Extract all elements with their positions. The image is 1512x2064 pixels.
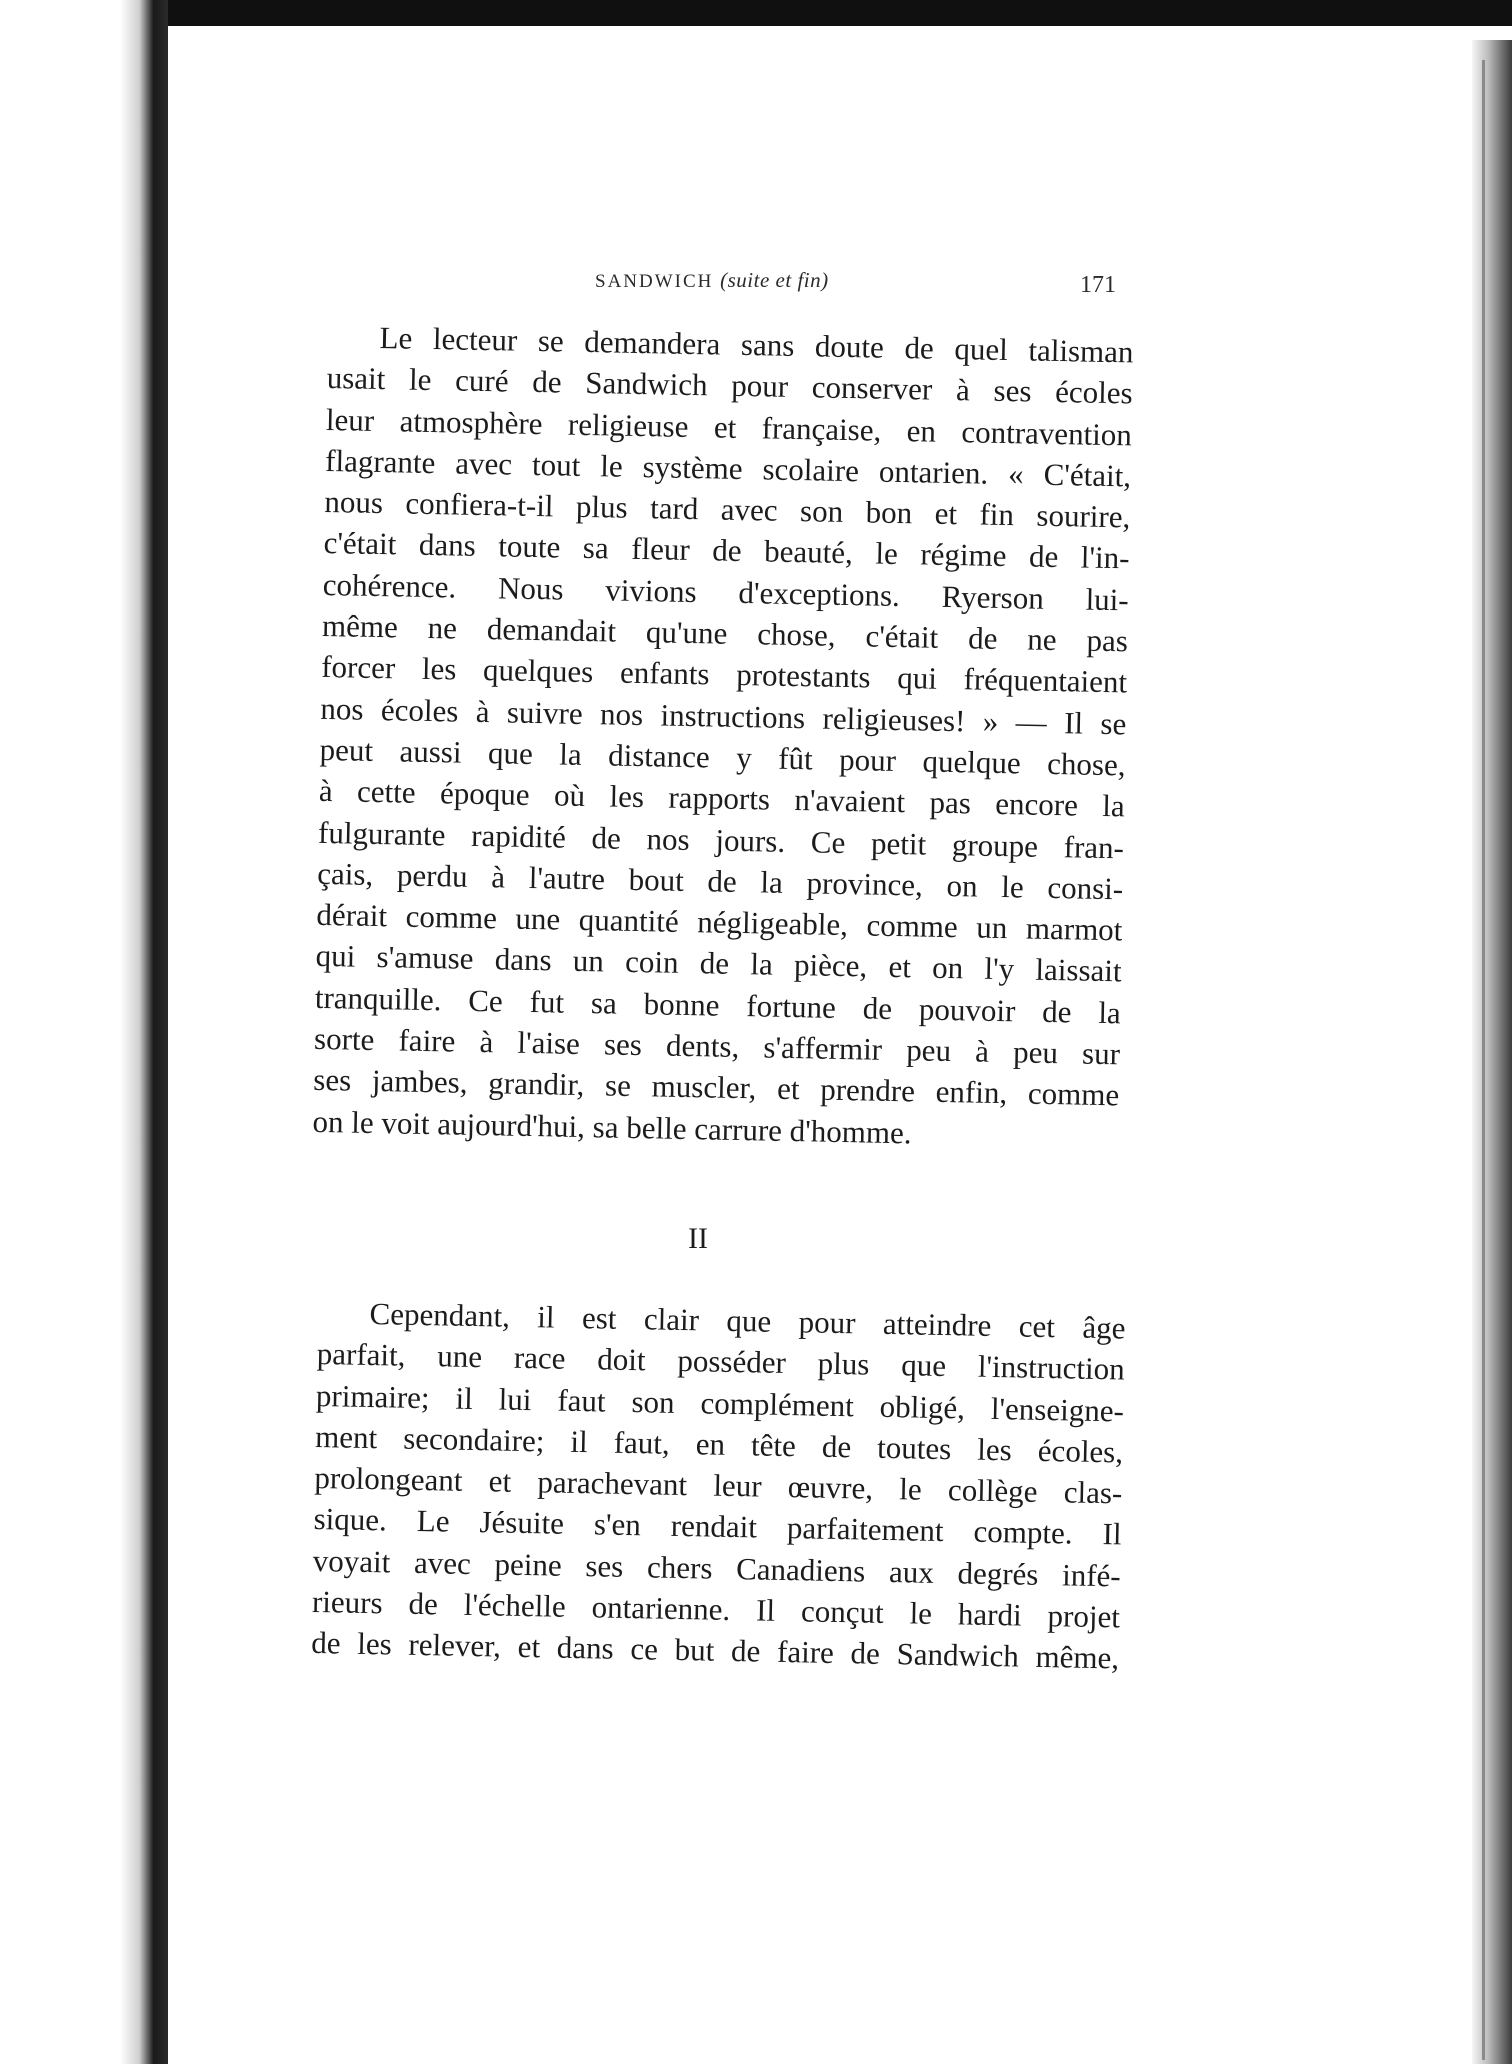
paragraph-1 (312, 316, 1134, 1157)
text-line: à cette époque où les rapports n'avaient pas encore la (318, 773, 1126, 824)
text-line: on le voit aujourd'hui, sa belle carrure d'homme. (312, 1103, 912, 1150)
text-line: peut aussi que la distance y fût pour quelque chose, (319, 731, 1126, 783)
text-line: rieurs de l'échelle ontarienne. Il conçut le hardi projet (311, 1584, 1121, 1635)
page-edge-line (1482, 60, 1485, 2060)
text-line: leur atmosphère religieuse et française, en contravention (325, 401, 1133, 453)
text-line: ses jambes, grandir, se muscler, et prendre enfin, comme (313, 1062, 1120, 1113)
running-head-title: SANDWICH (595, 271, 714, 292)
running-head-subtitle: (suite et fin) (720, 268, 829, 292)
text-line: c'était dans toute sa fleur de beauté, le régime de l'in- (323, 525, 1130, 576)
paragraph-2 (311, 1292, 1126, 1679)
page-edge-shadow (1472, 40, 1512, 2064)
text-line: nous confiera-t-il plus tard avec son bon et fin sourire, (324, 484, 1131, 535)
section-heading: II (688, 1222, 708, 1255)
text-line: tranquille. Ce fut sa bonne fortune de pouvoir de la (314, 979, 1122, 1031)
page-number: 171 (1080, 272, 1116, 298)
text-line: Le lecteur se demandera sans doute de quel talisman (379, 319, 1134, 370)
text-line: ment secondaire; il faut, en tête de toutes les écoles, (314, 1418, 1124, 1470)
text-line: usait le curé de Sandwich pour conserver à ses écoles (326, 360, 1134, 411)
book-gutter-shadow (120, 0, 168, 2064)
text-line: sorte faire à l'aise ses dents, s'affermir peu à peu sur (313, 1020, 1121, 1072)
text-line: nos écoles à suivre nos instructions religieuses! » — Il se (320, 690, 1127, 742)
text-line: Cependant, il est clair que pour atteindre cet âge (369, 1295, 1126, 1346)
running-head (595, 268, 829, 293)
text-line: flagrante avec tout le système scolaire ontarien. « C'était, (324, 442, 1132, 494)
text-line: dérait comme une quantité négligeable, comme un marmot (316, 897, 1123, 948)
text-line: sique. Le Jésuite s'en rendait parfaitement compte. Il (313, 1501, 1122, 1552)
text-line: fulgurante rapidité de nos jours. Ce petit groupe fran- (317, 814, 1125, 865)
text-line: parfait, une race doit posséder plus que l'instruction (316, 1336, 1126, 1387)
text-line: même ne demandait qu'une chose, c'était de ne pas (321, 608, 1129, 659)
text-line: qui s'amuse dans un coin de la pièce, et on l'y laissait (315, 938, 1122, 989)
text-line: çais, perdu à l'autre bout de la province, on le consi- (316, 855, 1124, 907)
text-line: voyait avec peine ses chers Canadiens aux degrés infé- (312, 1542, 1122, 1594)
text-line: cohérence. Nous vivions d'exceptions. Ryerson lui- (322, 566, 1130, 618)
text-line: prolongeant et parachevant leur œuvre, le collège clas- (314, 1460, 1123, 1511)
text-line: forcer les quelques enfants protestants qui fréquentaient (320, 649, 1128, 700)
text-line: de les relever, et dans ce but de faire de Sandwich même, (310, 1625, 1120, 1676)
scan-top-border (0, 0, 1512, 26)
text-line: primaire; il lui faut son complément obligé, l'enseigne- (315, 1377, 1125, 1429)
